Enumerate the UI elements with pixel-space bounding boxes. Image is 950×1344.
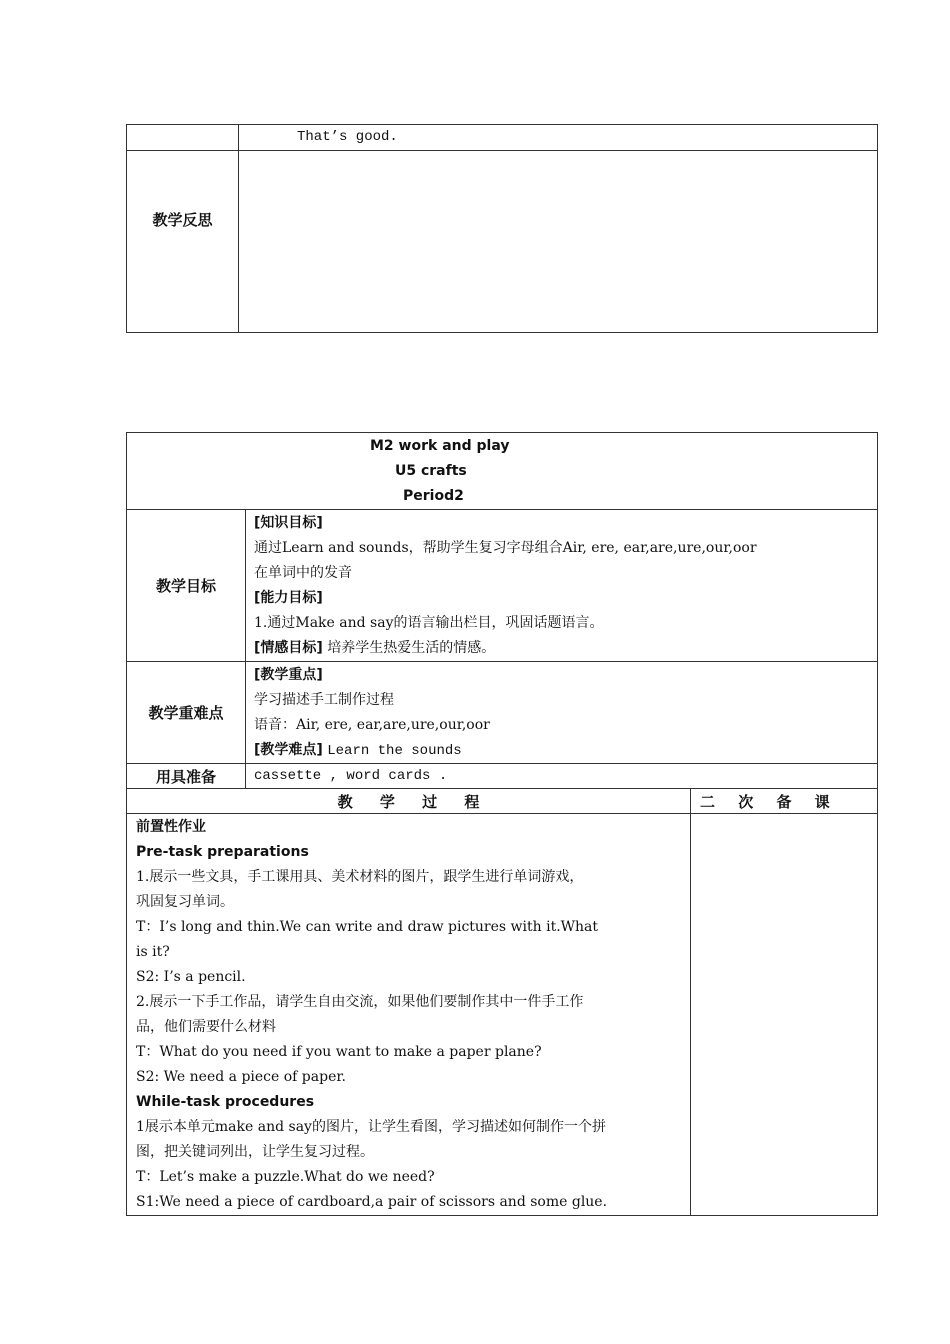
process-line: Pre-task preparations — [136, 844, 309, 860]
unit-title: U5 crafts — [395, 463, 467, 479]
materials-content — [246, 764, 878, 789]
process-line: 1展示本单元make and say的图片，让学生看图，学习描述如何制作一个拼 — [136, 1119, 606, 1135]
knowledge-goal-tag: [知识目标] — [254, 515, 323, 531]
process-content — [127, 814, 691, 1216]
previous-dialogue-cell — [239, 125, 878, 151]
period-title: Period2 — [403, 488, 464, 504]
reflection-content-cell — [239, 151, 878, 333]
module-title: M2 work and play — [370, 438, 510, 454]
focus-tag: [教学重点] — [254, 667, 323, 683]
emotion-goal-line — [254, 636, 877, 661]
process-line: 1.展示一些文具，手工课用具、美术材料的图片，跟学生进行单词游戏， — [136, 869, 584, 885]
key-points-content — [246, 662, 878, 764]
previous-dialogue-text: That’s good. — [297, 129, 398, 145]
ability-goal-line: 1.通过Make and say的语言输出栏目，巩固话题语言。 — [254, 615, 604, 631]
ability-goal-tag: [能力目标] — [254, 590, 323, 606]
empty-label-cell — [127, 125, 239, 151]
process-line: 前置性作业 — [136, 819, 206, 835]
sound-line: 语音：Air, ere, ear,are,ure,our,oor — [254, 717, 490, 733]
process-line: 品，他们需要什么材料 — [136, 1019, 276, 1035]
process-line: T：Let’s make a puzzle.What do we need? — [136, 1169, 435, 1185]
difficulty-text: Learn the sounds — [327, 743, 462, 759]
difficulty-line — [254, 738, 877, 763]
second-prep-header: 二 次 备 课 — [691, 789, 878, 814]
key-points-label: 教学重难点 — [127, 662, 246, 764]
reflection-label: 教学反思 — [127, 151, 239, 333]
process-line: While-task procedures — [136, 1094, 315, 1110]
knowledge-goal-line2: 在单词中的发音 — [254, 565, 352, 581]
materials-label: 用具准备 — [127, 764, 246, 789]
process-line: 图，把关键词列出，让学生复习过程。 — [136, 1144, 374, 1160]
emotion-goal-tag: [情感目标] — [254, 640, 323, 656]
process-line: T：What do you need if you want to make a paper plane? — [136, 1044, 542, 1060]
knowledge-goal-line1: 通过Learn and sounds，帮助学生复习字母组合Air, ere, ear,are,ure,our,oor — [254, 540, 757, 556]
process-lines — [136, 815, 690, 1215]
process-line: T：I’s long and thin.We can write and draw pictures with it.What — [136, 919, 599, 935]
difficulty-tag: [教学难点] — [254, 742, 323, 758]
goals-content — [246, 510, 878, 662]
process-line: 2.展示一下手工作品，请学生自由交流，如果他们要制作其中一件手工作 — [136, 994, 584, 1010]
reflection-table — [126, 124, 878, 333]
second-prep-content — [691, 814, 878, 1216]
emotion-goal-text: 培养学生热爱生活的情感。 — [327, 640, 496, 656]
materials-text: cassette , word cards . — [254, 768, 448, 784]
lesson-plan-table — [126, 432, 878, 1216]
process-line: S2: We need a piece of paper. — [136, 1069, 346, 1085]
focus-line: 学习描述手工制作过程 — [254, 692, 394, 708]
goals-label: 教学目标 — [127, 510, 246, 662]
process-line: 巩固复习单词。 — [136, 894, 234, 910]
process-line: S1:We need a piece of cardboard,a pair of scissors and some glue. — [136, 1194, 608, 1210]
process-line: S2: I’s a pencil. — [136, 969, 246, 985]
process-header: 教 学 过 程 — [127, 789, 691, 814]
process-line: is it? — [136, 944, 170, 960]
lesson-title-cell — [127, 433, 878, 510]
